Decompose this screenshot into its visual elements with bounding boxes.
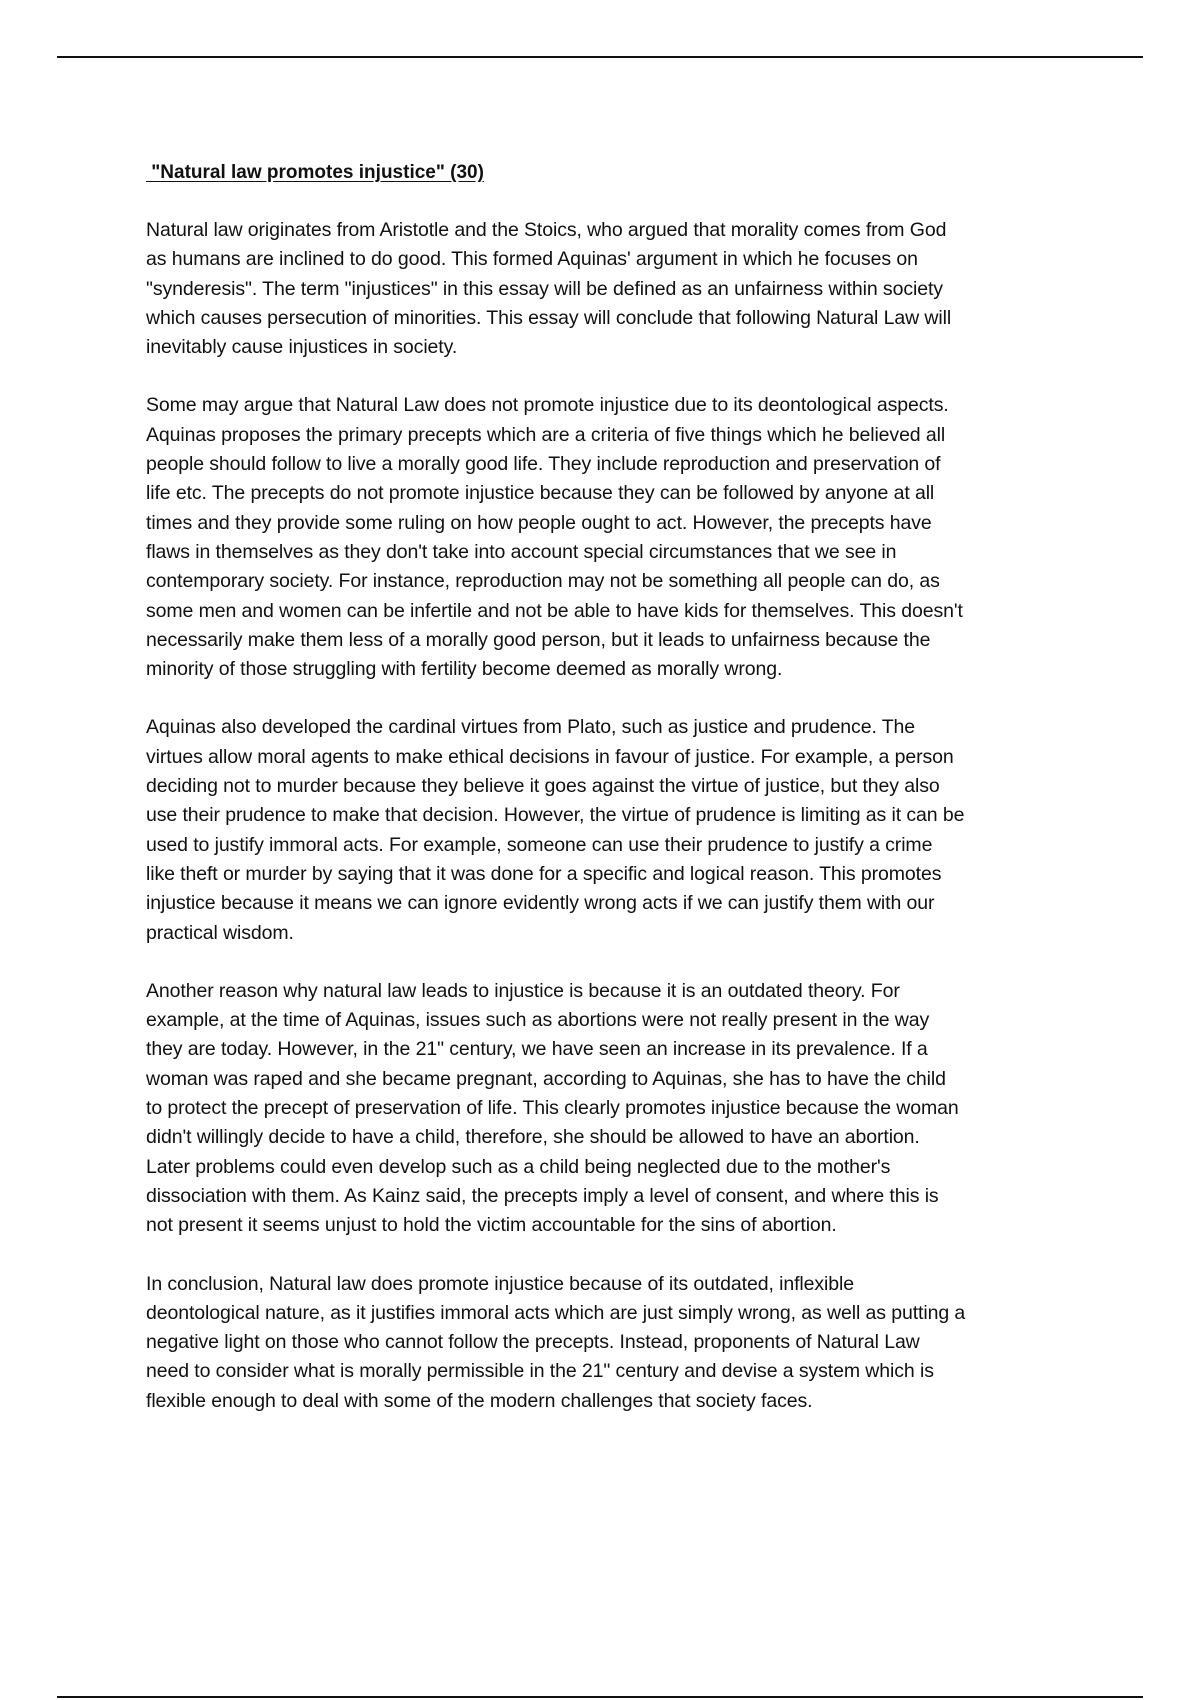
- paragraph-introduction: Natural law originates from Aristotle and the Stoics, who argued that morality comes from God as humans are inclined to do good. This formed Aquinas' argument in which he focuses on "synderesis". The term "injustices" in this essay will be defined as an unfairness within society which causes persecution of minorities. This essay will conclude that following Natural Law will inevitably cause injustices in society.: [146, 219, 952, 359]
- essay-body: [146, 160, 1101, 1445]
- top-divider: [57, 56, 1143, 58]
- essay-title: "Natural law promotes injustice" (30): [146, 162, 484, 183]
- paragraph-outdated-theory: Another reason why natural law leads to injustice is because it is an outdated theory. For example, at the time of Aquinas, issues such as abortions were not really present in the way they are today. However, in the 21" century, we have seen an increase in its prevalence. If a woman was raped and she became pregnant, according to Aquinas, she has to have the child to protect the precept of preservation of life. This clearly promotes injustice because the woman didn't willingly decide to have a child, therefore, she should be allowed to have an abortion. Later problems could even develop such as a child being neglected due to the mother's dissociation with them. As Kainz said, the precepts imply a level of consent, and where this is not present it seems unjust to hold the victim accountable for the sins of abortion.: [146, 979, 959, 1237]
- bottom-divider: [57, 1696, 1143, 1698]
- paragraph-cardinal-virtues: Aquinas also developed the cardinal virtues from Plato, such as justice and prudence. The virtues allow moral agents to make ethical decisions in favour of justice. For example, a person deciding not to murder because they believe it goes against the virtue of justice, but they also use their prudence to make that decision. However, the virtue of prudence is limiting as it can be used to justify immoral acts. For example, someone can use their prudence to justify a crime like theft or murder by saying that it was done for a specific and logical reason. This promotes injustice because it means we can ignore evidently wrong acts if we can justify them with our practical wisdom.: [146, 716, 965, 944]
- paragraph-primary-precepts: Some may argue that Natural Law does not promote injustice due to its deontological aspects. Aquinas proposes the primary precepts which are a criteria of five things which he believed all people should follow to live a morally good life. They include reproduction and preservation of life etc. The precepts do not promote injustice because they can be followed by anyone at all times and they provide some ruling on how people ought to act. However, the precepts have flaws in themselves as they don't take into account special circumstances that we see in contemporary society. For instance, reproduction may not be something all people can do, as some men and women can be infertile and not be able to have kids for themselves. This doesn't necessarily make them less of a morally good person, but it leads to unfairness because the minority of those struggling with fertility become deemed as morally wrong.: [146, 394, 963, 681]
- paragraph-conclusion: In conclusion, Natural law does promote injustice because of its outdated, inflexible deontological nature, as it justifies immoral acts which are just simply wrong, as well as putting a negative light on those who cannot follow the precepts. Instead, proponents of Natural Law need to consider what is morally permissible in the 21" century and devise a system which is flexible enough to deal with some of the modern challenges that society faces.: [146, 1272, 966, 1412]
